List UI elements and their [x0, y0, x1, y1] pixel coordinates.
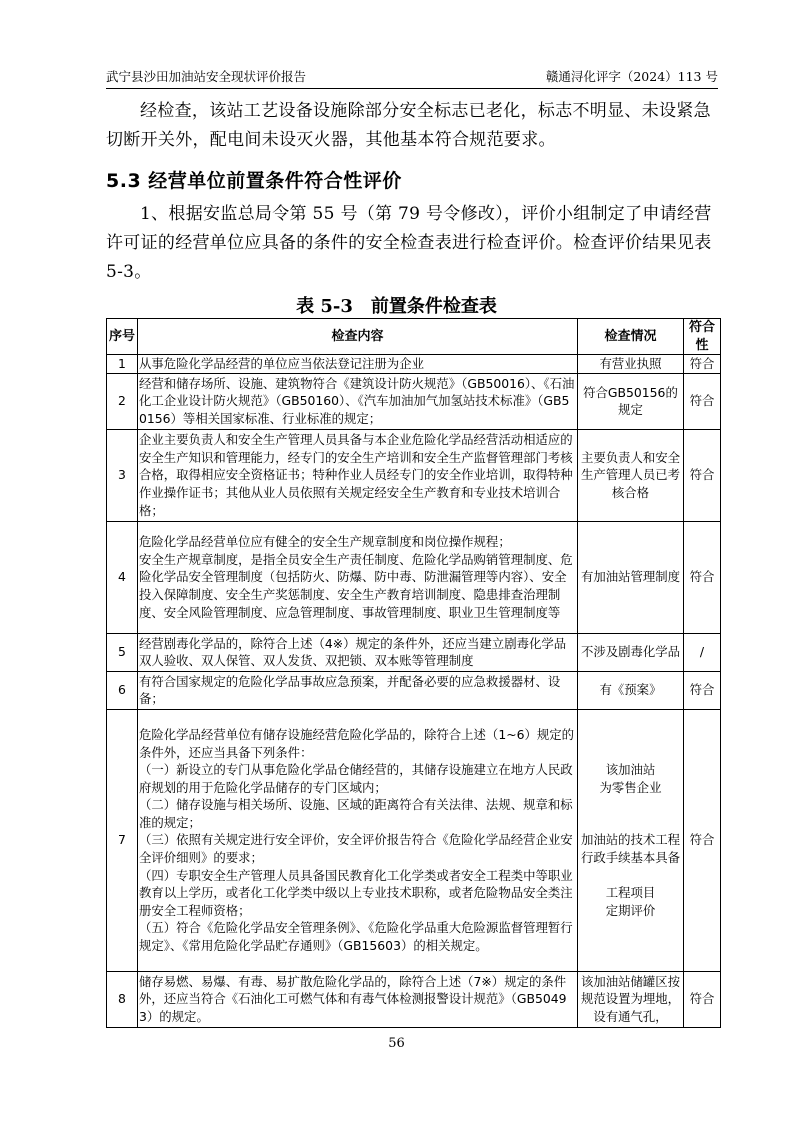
header-report-title: 武宁县沙田加油站安全现状评价报告 [106, 69, 307, 84]
row-content: 从事危险化学品经营的单位应当依法登记注册为企业 [138, 355, 578, 374]
row-no: 2 [107, 373, 138, 429]
table-row [107, 521, 721, 633]
row-content: 危险化学品经营单位有储存设施经营危险化学品的，除符合上述（1~6）规定的条件外，还应当具备下列条件： （一）新设立的专门从事危险化学品仓储经营的，其储存设施建立在地方人民政府规划的用于危险化学品储存的专门区域内； （二）储存设施与相关场所、设施、区域的距离符合有关法律、法规、规章和标准的规定； （三）依照有关规定进行安全评价，安全评价报告符合《危险化学品经营企业安全评价细则》的要求； （四）专职安全生产管理人员具备国民教育化工化学类或者安全工程类中等职业教育以上学历，或者化工化学类中级以上专业技术职称，或者危险物品安全类注册安全工程师资格； （五）符合《危险化学品安全管理条例》、《危险化学品重大危险源监督管理暂行规定》、《常用危险化学品贮存通则》（GB15603）的相关规定。 [138, 709, 578, 971]
row-content: 储存易燃、易爆、有毒、易扩散危险化学品的，除符合上述（7※）规定的条件外，还应当符合《石油化工可燃气体和有毒气体检测报警设计规范》（GB50493）的规定。 [138, 971, 578, 1027]
row-content: 有符合国家规定的危险化学品事故应急预案，并配备必要的应急救援器材、设备； [138, 671, 578, 709]
row-result: 符合 [684, 355, 721, 374]
row-situation: 符合GB50156的规定 [578, 373, 684, 429]
row-result: 符合 [684, 671, 721, 709]
row-content: 经营和储存场所、设施、建筑物符合《建筑设计防火规范》（GB50016）、《石油化工企业设计防火规范》（GB50160）、《汽车加油加气加氢站技术标准》（GB50156）等相关国家标准、行业标准的规定； [138, 373, 578, 429]
row-situation: 该加油站储罐区按规范设置为埋地，设有通气孔， [578, 971, 684, 1027]
row-result: / [684, 633, 721, 671]
row-content: 危险化学品经营单位应有健全的安全生产规章制度和岗位操作规程； 安全生产规章制度，是指全员安全生产责任制度、危险化学品购销管理制度、危险化学品安全管理制度（包括防火、防爆、防中毒、防泄漏管理等内容）、安全投入保障制度、安全生产奖惩制度、安全生产教育培训制度、隐患排查治理制度、安全风险管理制度、应急管理制度、事故管理制度、职业卫生管理制度等 [138, 521, 578, 633]
table-row [107, 633, 721, 671]
table-header-row [107, 319, 721, 355]
header-report-number: 赣通浔化评字（2024）113 号 [545, 69, 718, 84]
header-result: 符合性 [684, 319, 721, 355]
section-heading: 5.3 经营单位前置条件符合性评价 [106, 170, 402, 192]
row-situation: 有《预案》 [578, 671, 684, 709]
row-content: 企业主要负责人和安全生产管理人员具备与本企业危险化学品经营活动相适应的安全生产知识和管理能力，经专门的安全生产培训和安全生产监督管理部门考核合格，取得相应安全资格证书；特种作业人员经专门的安全作业培训，取得特种作业操作证书；其他从业人员依照有关规定经安全生产教育和专业技术培训合格； [138, 429, 578, 521]
table-row [107, 355, 721, 374]
table-row [107, 971, 721, 1027]
row-no: 8 [107, 971, 138, 1027]
row-situation: 有加油站管理制度 [578, 521, 684, 633]
table-row [107, 373, 721, 429]
row-situation: 主要负责人和安全生产管理人员已考核合格 [578, 429, 684, 521]
row-no: 4 [107, 521, 138, 633]
page-header [106, 66, 718, 89]
header-situation: 检查情况 [578, 319, 684, 355]
inspection-summary-paragraph: 经检查，该站工艺设备设施除部分安全标志已老化，标志不明显、未设紧急切断开关外，配电间未设灭火器，其他基本符合规范要求。 [106, 101, 711, 150]
table-row [107, 429, 721, 521]
row-result: 符合 [684, 971, 721, 1027]
header-content: 检查内容 [138, 319, 578, 355]
header-no: 序号 [107, 319, 138, 355]
row-result: 符合 [684, 429, 721, 521]
row-situation: 不涉及剧毒化学品 [578, 633, 684, 671]
row-situation: 有营业执照 [578, 355, 684, 374]
row-situation: 该加油站 为零售企业 加油站的技术工程行政手续基本具备 工程项目 定期评价 [578, 709, 684, 971]
table-row [107, 709, 721, 971]
row-no: 3 [107, 429, 138, 521]
table-row [107, 671, 721, 709]
row-content: 经营剧毒化学品的，除符合上述（4※）规定的条件外，还应当建立剧毒化学品双人验收、双人保管、双人发货、双把锁、双本账等管理制度 [138, 633, 578, 671]
row-no: 7 [107, 709, 138, 971]
page-number: 56 [388, 1036, 405, 1051]
row-result: 符合 [684, 373, 721, 429]
row-no: 5 [107, 633, 138, 671]
evaluation-intro-paragraph: 1、根据安监总局令第 55 号（第 79 号令修改），评价小组制定了申请经营许可证的经营单位应具备的条件的安全检查表进行检查评价。检查评价结果见表 5-3。 [106, 204, 712, 282]
row-result: 符合 [684, 521, 721, 633]
precondition-check-table [106, 318, 721, 1028]
row-result: 符合 [684, 709, 721, 971]
row-no: 1 [107, 355, 138, 374]
row-no: 6 [107, 671, 138, 709]
table-caption: 表 5-3 前置条件检查表 [296, 296, 497, 317]
